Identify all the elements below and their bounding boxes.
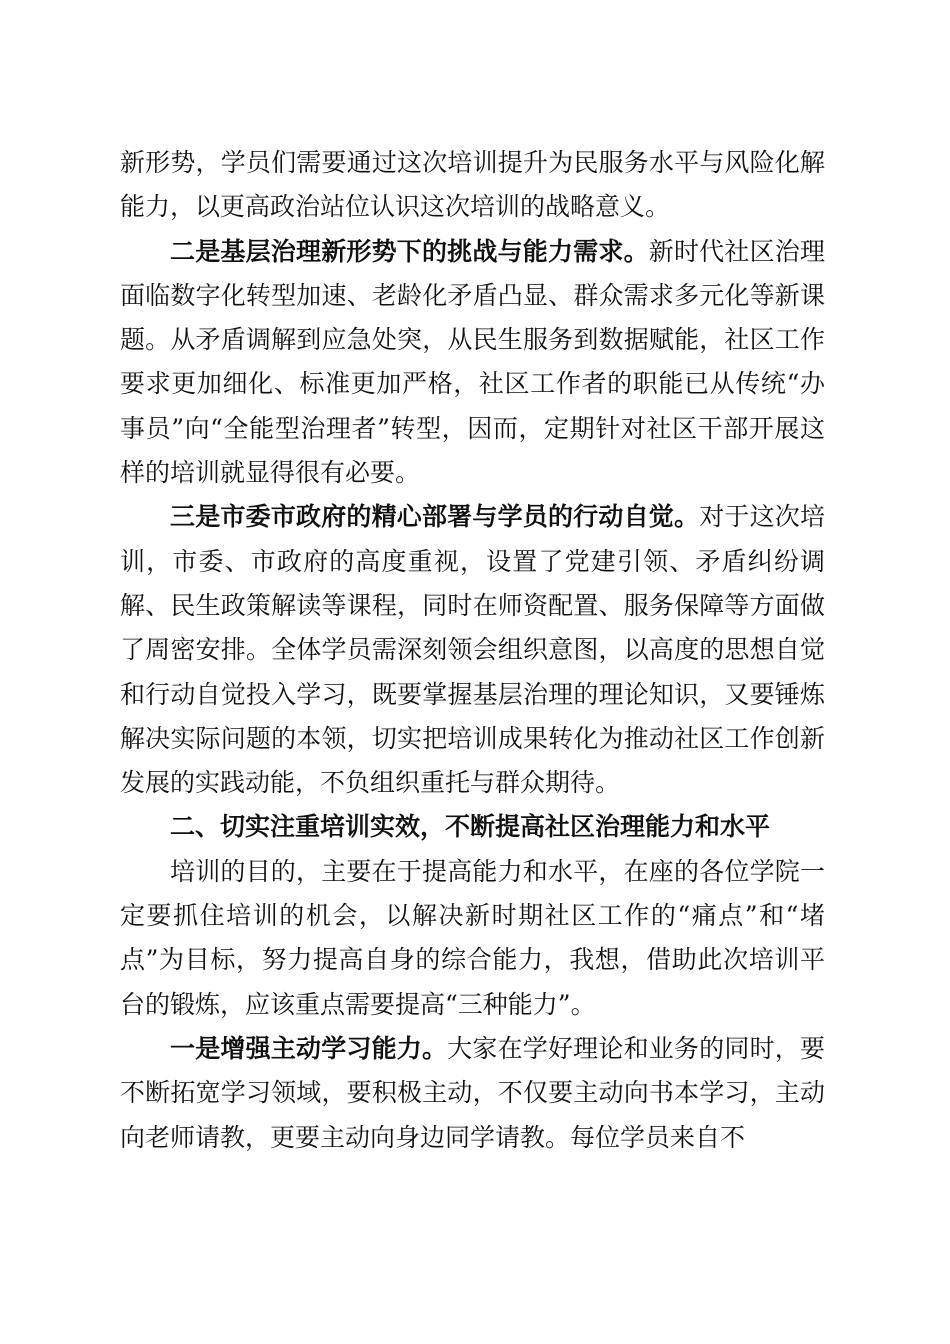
paragraph-text: 新时代社区治理面临数字化转型加速、老龄化矛盾凸显、群众需求多元化等新课题。从矛盾调解到应急处突，从民生服务到数据赋能，社区工作要求更加细化、标准更加严格，社区工作者的职能已从传统“办事员”向“全能型治理者”转型，因而，定期针对社区干部开展这样的培训就显得很有必要。	[120, 236, 825, 488]
paragraph-learning-ability	[120, 1027, 825, 1160]
paragraph-challenges	[120, 230, 825, 496]
paragraph-lead: 一是增强主动学习能力。	[170, 1033, 448, 1063]
paragraph-continuation: 新形势，学员们需要通过这次培训提升为民服务水平与风险化解能力，以更高政治站位认识这次培训的战略意义。	[120, 148, 825, 222]
paragraph-text: 对于这次培训，市委、市政府的高度重视，设置了党建引领、矛盾纠纷调解、民生政策解读等课程，同时在师资配置、服务保障等方面做了周密安排。全体学员需深刻领会组织意图，以高度的思想自觉和行动自觉投入学习，既要掌握基层治理的理论知识，又要锤炼解决实际问题的本领，切实把培训成果转化为推动社区工作创新发展的实践动能，不负组织重托与群众期待。	[120, 502, 825, 798]
paragraph-deployment	[120, 495, 825, 805]
section-heading: 二、切实注重培训实效，不断提高社区治理能力和水平	[170, 812, 771, 842]
paragraph-training-purpose: 培训的目的，主要在于提高能力和水平，在座的各位学院一定要抓住培训的机会，以解决新时期社区工作的“痛点”和“堵点”为目标，努力提高自身的综合能力，我想，借助此次培训平台的锻炼，应该重点需要提高“三种能力”。	[120, 856, 825, 1019]
paragraph-lead: 二是基层治理新形势下的挑战与能力需求。	[170, 236, 649, 266]
document-body	[120, 141, 825, 1160]
paragraph-lead: 三是市委市政府的精心部署与学员的行动自觉。	[170, 502, 700, 532]
paragraph-text: 大家在学好理论和业务的同时，要不断拓宽学习领域，要积极主动，不仅要主动向书本学习，主动向老师请教，更要主动向身边同学请教。每位学员来自不	[120, 1033, 825, 1152]
